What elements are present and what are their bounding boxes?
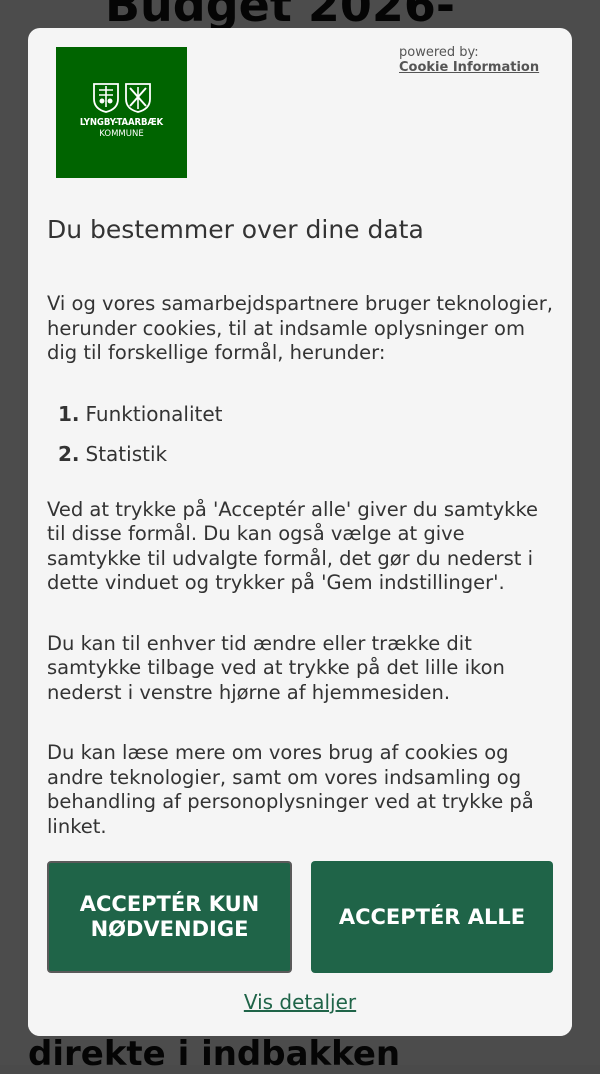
accept-info-paragraph: Ved at trykke på 'Acceptér alle' giver du samtykke til disse formål. Du kan også vælge at give samtykke til udvalgte formål, det gør du nederst i dette vinduet og trykker på 'Gem indstillinger'.: [47, 497, 539, 594]
cookie-information-link[interactable]: Cookie Information: [399, 60, 540, 75]
purpose-list: [47, 394, 557, 474]
list-item-number: 1.: [58, 401, 80, 426]
accept-all-button[interactable]: ACCEPTÉR ALLE: [311, 861, 553, 973]
coat-of-arms-icon: [91, 81, 153, 113]
dialog-title: Du bestemmer over dine data: [47, 215, 424, 244]
list-item-number: 2.: [58, 441, 80, 466]
accept-necessary-button[interactable]: ACCEPTÉR KUN NØDVENDIGE: [47, 861, 292, 973]
municipality-logo: [56, 47, 187, 178]
read-more-paragraph: Du kan læse mere om vores brug af cookies og andre teknologier, samt om vores indsamling og behandling af personoplysninger ved at trykke på linket.: [47, 741, 534, 838]
powered-by-label: powered by:: [399, 45, 479, 60]
list-item-label: Statistik: [85, 441, 168, 466]
list-item: [58, 394, 557, 434]
cookie-consent-dialog: [28, 28, 572, 1036]
list-item-label: Funktionalitet: [85, 401, 223, 426]
consent-text-scroll-area[interactable]: [47, 204, 557, 844]
list-item: [58, 434, 557, 474]
change-consent-paragraph: Du kan til enhver tid ændre eller trække dit samtykke tilbage ved at trykke på det lille ikon nederst i venstre hjørne af hjemmesiden.: [47, 631, 505, 704]
dialog-footer: [28, 842, 572, 1036]
logo-name: LYNGBY-TAARBÆK: [79, 117, 164, 128]
logo-subtitle: KOMMUNE: [99, 129, 144, 139]
show-details-link[interactable]: Vis detaljer: [243, 990, 357, 1014]
intro-paragraph: Vi og vores samarbejdspartnere bruger teknologier, herunder cookies, til at indsamle oplysninger om dig til forskellige formål, herunder:: [47, 292, 553, 364]
powered-by: [399, 45, 539, 75]
